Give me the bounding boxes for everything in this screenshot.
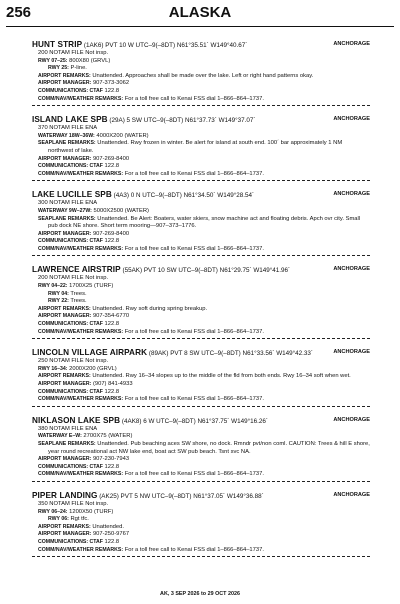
- airport-header-line: [32, 190, 370, 200]
- entry-line: [32, 208, 370, 216]
- field-value: Trees.: [68, 290, 87, 297]
- entry-line: [32, 283, 370, 291]
- field-value: Unattended. Be Alert: Boaters, water skiers, snow machine act and floating debris. Apch ovr city. Small: [95, 215, 361, 222]
- airport-entry: [32, 348, 370, 407]
- field-value: pub dock NE shore. Short term mooring—907–373–1776.: [48, 223, 197, 230]
- page-header: [6, 4, 394, 28]
- chart-name: ANCHORAGE: [333, 491, 370, 498]
- field-label: AIRPORT REMARKS:: [38, 72, 91, 79]
- field-value: P-line.: [68, 65, 87, 72]
- page-number: 256: [6, 4, 32, 21]
- field-label: RWY 04–22:: [38, 283, 68, 290]
- entry-line: [32, 58, 370, 66]
- field-label: WATERWAY E–W:: [38, 433, 82, 440]
- entry-line: [32, 449, 370, 457]
- field-value: (907) 841-4933: [91, 381, 133, 387]
- airport-header-line: [32, 348, 370, 358]
- field-value: 4000X200 (WATER): [94, 132, 149, 139]
- field-label: COMMUNICATIONS: CTAF: [38, 388, 103, 395]
- entry-line: [32, 96, 370, 104]
- entry-line: [32, 321, 370, 329]
- entry-line: [32, 313, 370, 321]
- entry-line: [32, 125, 370, 133]
- field-label: COMM/NAV/WEATHER REMARKS:: [38, 396, 124, 403]
- entry-line: [32, 456, 370, 464]
- field-value: 122.8: [102, 163, 120, 170]
- field-value: 1200X50 (TURF): [67, 508, 114, 515]
- chart-name: ANCHORAGE: [333, 349, 370, 356]
- field-label: RWY 06:: [48, 516, 69, 523]
- field-value: 907-250-9767: [91, 531, 130, 538]
- field-label: AIRPORT MANAGER:: [38, 313, 92, 320]
- field-label: RWY 07–25:: [38, 57, 68, 64]
- field-label: WATERWAY 9W–27W:: [38, 207, 92, 214]
- field-value: 800X80 (GRVL): [67, 57, 111, 64]
- airport-entry: [32, 491, 370, 557]
- entry-line: [32, 396, 370, 404]
- entry-line: [32, 358, 370, 366]
- entry-line: [32, 464, 370, 472]
- field-label: AIRPORT MANAGER:: [38, 456, 92, 463]
- airport-ident-line: (89AK) PVT 8 SW UTC–9(–8DT) N61°33.56´ W149°42.33´: [148, 350, 314, 358]
- field-value: Trees.: [68, 298, 87, 305]
- field-value: 1700X25 (TURF): [67, 283, 114, 290]
- airport-name: LAKE LUCILLE SPB: [32, 190, 112, 200]
- entry-line: [32, 516, 370, 524]
- entry-line: [32, 531, 370, 539]
- field-label: COMM/NAV/WEATHER REMARKS:: [38, 471, 124, 478]
- entry-line: [32, 88, 370, 96]
- field-value: 122.8: [102, 238, 120, 245]
- field-value: Unattended. Rwy 16–34 slopes up to the middle of the fld from both ends. Rwy 16–34 soft when wet.: [90, 373, 351, 380]
- field-label: RWY 04:: [48, 290, 69, 297]
- airport-header-line: [32, 115, 370, 125]
- field-label: WATERWAY 18W–36W:: [38, 132, 95, 139]
- entry-line: [32, 156, 370, 164]
- field-label: AIRPORT REMARKS:: [38, 305, 91, 312]
- page-footer: AK, 3 SEP 2026 to 29 OCT 2026: [160, 591, 240, 597]
- field-value: 122.8: [102, 463, 120, 470]
- field-label: COMM/NAV/WEATHER REMARKS:: [38, 328, 124, 335]
- field-label: SEAPLANE REMARKS:: [38, 215, 96, 222]
- field-value: northwest of lake.: [48, 147, 94, 154]
- field-value: year round recreational act NW lake end, boat act SW pub beach. Tsnt svc NA.: [48, 448, 251, 455]
- field-label: COMM/NAV/WEATHER REMARKS:: [38, 546, 124, 553]
- airport-name: ISLAND LAKE SPB: [32, 115, 108, 125]
- entry-line: [32, 547, 370, 555]
- entry-line: [32, 441, 370, 449]
- field-label: AIRPORT MANAGER:: [38, 155, 92, 162]
- field-label: RWY 25:: [48, 65, 69, 72]
- field-value: 2000X200 (GRVL): [67, 365, 117, 372]
- entry-line: [32, 216, 370, 224]
- field-value: For a toll free call to Kenai FSS dial 1–866–864–1737.: [123, 396, 264, 403]
- field-label: AIRPORT MANAGER:: [38, 381, 92, 387]
- field-value: 907-354-6770: [91, 313, 130, 320]
- field-value: 380 NOTAM FILE ENA: [38, 425, 98, 432]
- field-label: COMM/NAV/WEATHER REMARKS:: [38, 245, 124, 252]
- entry-line: [32, 80, 370, 88]
- field-value: 350 NOTAM FILE Not insp.: [38, 500, 109, 507]
- chart-name: ANCHORAGE: [333, 116, 370, 123]
- chart-name: ANCHORAGE: [333, 41, 370, 47]
- entry-line: [32, 275, 370, 283]
- airport-entry: [32, 190, 370, 256]
- entry-line: [32, 50, 370, 58]
- airport-ident-line: (29A) 5 SW UTC–9(–8DT) N61°37.73´ W149°37.07´: [109, 117, 256, 125]
- airport-entry: [32, 40, 370, 106]
- field-value: 200 NOTAM FILE Not insp.: [38, 275, 109, 282]
- airport-ident-line: (1AK6) PVT 10 W UTC–9(–8DT) N61°35.51´ W149°40.67´: [83, 42, 248, 49]
- entry-line: [32, 433, 370, 441]
- field-label: RWY 22:: [48, 298, 69, 305]
- field-label: COMMUNICATIONS: CTAF: [38, 87, 103, 94]
- field-label: COMMUNICATIONS: CTAF: [38, 538, 103, 545]
- field-label: COMMUNICATIONS: CTAF: [38, 321, 103, 328]
- entry-line: [32, 389, 370, 397]
- entry-line: [32, 471, 370, 479]
- entry-line: [32, 200, 370, 208]
- field-label: COMM/NAV/WEATHER REMARKS:: [38, 95, 124, 102]
- field-value: 370 NOTAM FILE ENA: [38, 125, 98, 132]
- field-value: Unattended. Approaches shall be made over the lake. Left or right hand patterns okay.: [90, 72, 314, 79]
- airport-entry: [32, 265, 370, 339]
- field-value: Rgt tfc.: [68, 516, 89, 523]
- chart-name: ANCHORAGE: [333, 266, 370, 273]
- airport-ident-line: (4AK8) 6 W UTC–9(–8DT) N61°37.75´ W149°16.26´: [121, 417, 268, 425]
- entry-line: [32, 223, 370, 231]
- field-value: 122.8: [102, 388, 120, 395]
- field-label: RWY 16–34:: [38, 365, 68, 372]
- entry-line: [32, 373, 370, 381]
- airport-ident-line: (4A3) 0 N UTC–9(–8DT) N61°34.50´ W149°28.54´: [113, 192, 255, 200]
- airport-ident-line: (55AK) PVT 10 SW UTC–9(–8DT) N61°29.75´ W149°41.96´: [122, 267, 291, 275]
- field-value: Unattended. Rwy soft during spring breakup.: [90, 305, 208, 312]
- field-label: AIRPORT REMARKS:: [38, 523, 91, 530]
- entry-line: [32, 171, 370, 179]
- airport-header-line: [32, 40, 370, 50]
- entry-line: [32, 163, 370, 171]
- airport-entry: [32, 416, 370, 482]
- airport-name: HUNT STRIP: [32, 40, 83, 49]
- field-value: Unattended.: [90, 523, 124, 530]
- entry-line: [32, 539, 370, 547]
- field-label: AIRPORT MANAGER:: [38, 531, 92, 538]
- entry-line: [32, 65, 370, 73]
- header-rule: [6, 26, 394, 27]
- airport-name: LINCOLN VILLAGE AIRPARK: [32, 348, 148, 358]
- field-label: COMMUNICATIONS: CTAF: [38, 238, 103, 245]
- field-value: For a toll free call to Kenai FSS dial 1–866–864–1737.: [123, 546, 264, 553]
- field-value: 907-230-7943: [91, 456, 130, 463]
- entry-line: [32, 524, 370, 532]
- airport-name: LAWRENCE AIRSTRIP: [32, 265, 121, 275]
- entry-line: [32, 238, 370, 246]
- field-value: 122.8: [102, 87, 120, 94]
- field-value: 200 NOTAM FILE Not insp.: [38, 50, 109, 56]
- entry-line: [32, 246, 370, 254]
- field-label: SEAPLANE REMARKS:: [38, 440, 96, 447]
- entry-line: [32, 381, 370, 389]
- field-label: SEAPLANE REMARKS:: [38, 140, 96, 147]
- field-value: 122.8: [102, 538, 120, 545]
- field-value: 5000X2500 (WATER): [91, 207, 149, 214]
- field-label: COMMUNICATIONS: CTAF: [38, 163, 103, 170]
- field-value: 2700X75 (WATER): [81, 433, 133, 440]
- airport-header-line: [32, 491, 370, 501]
- entry-line: [32, 426, 370, 434]
- entry-line: [32, 148, 370, 156]
- airport-name: PIPER LANDING: [32, 490, 98, 500]
- entry-line: [32, 366, 370, 374]
- state-title: ALASKA: [168, 4, 232, 21]
- entry-line: [32, 306, 370, 314]
- field-label: RWY 06–24:: [38, 508, 68, 515]
- field-value: For a toll free call to Kenai FSS dial 1–866–864–1737.: [123, 245, 264, 252]
- field-label: AIRPORT MANAGER:: [38, 230, 92, 237]
- field-label: COMMUNICATIONS: CTAF: [38, 463, 103, 470]
- field-value: For a toll free call to Kenai FSS dial 1–866–864–1737.: [123, 328, 264, 335]
- entry-line: [32, 231, 370, 239]
- field-value: 300 NOTAM FILE ENA: [38, 200, 98, 207]
- airport-entry: [32, 115, 370, 181]
- field-label: AIRPORT MANAGER:: [38, 80, 92, 87]
- airport-header-line: [32, 416, 370, 426]
- field-value: 250 NOTAM FILE Not insp.: [38, 358, 109, 365]
- entry-line: [32, 298, 370, 306]
- entry-line: [32, 291, 370, 299]
- airport-name: NIKLASON LAKE SPB: [32, 415, 121, 425]
- entry-line: [32, 329, 370, 337]
- field-label: AIRPORT REMARKS:: [38, 373, 91, 380]
- field-value: For a toll free call to Kenai FSS dial 1–866–864–1737.: [123, 95, 264, 102]
- chart-name: ANCHORAGE: [333, 416, 370, 423]
- entry-line: [32, 73, 370, 81]
- airport-ident-line: (AK25) PVT 5 NW UTC–9(–8DT) N61°37.05´ W149°36.88´: [99, 492, 264, 500]
- field-value: For a toll free call to Kenai FSS dial 1–866–864–1737.: [123, 471, 264, 478]
- field-value: 907-269-8400: [91, 155, 130, 162]
- airport-entries: [32, 40, 370, 566]
- airport-header-line: [32, 265, 370, 275]
- field-value: 907-269-8400: [91, 230, 130, 237]
- field-value: 122.8: [102, 321, 120, 328]
- field-value: For a toll free call to Kenai FSS dial 1–866–864–1737.: [123, 170, 264, 177]
- chart-name: ANCHORAGE: [333, 191, 370, 198]
- entry-line: [32, 140, 370, 148]
- field-value: Unattended. Rwy frozen in winter. Be alert for island at south end. 100´ bar approximately 1 NM: [95, 140, 343, 147]
- entry-line: [32, 133, 370, 141]
- field-value: 907-373-3062: [91, 80, 130, 87]
- entry-line: [32, 509, 370, 517]
- entry-line: [32, 501, 370, 509]
- field-label: COMM/NAV/WEATHER REMARKS:: [38, 170, 124, 177]
- field-value: Unattended. Pub beaching aces SW shore, no dock. Rmndr pvt/non coml. CAUTION: Trees & hill E shore,: [95, 440, 370, 447]
